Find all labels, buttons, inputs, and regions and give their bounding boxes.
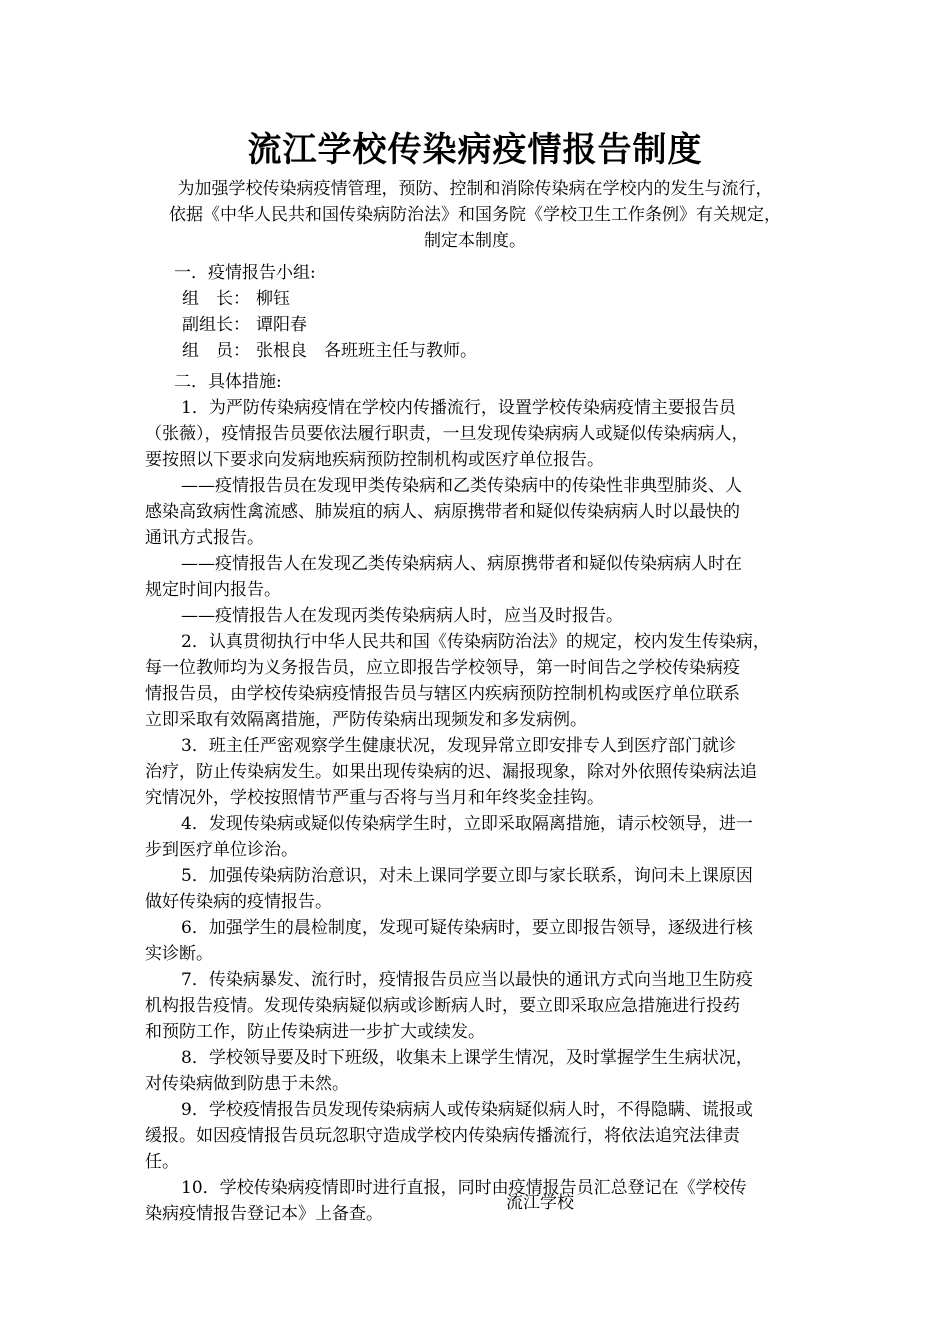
member-role: 组 长： [182,289,250,309]
measure-paragraph [145,1045,815,1097]
intro-line: 依据《中华人民共和国传染病防治法》和国务院《学校卫生工作条例》有关规定， [169,205,781,225]
member-role: 副组长： [182,315,250,335]
member-name: 柳钰 [256,289,290,309]
paragraph-line: 8．学校领导要及时下班级，收集未上课学生情况，及时掌握学生生病状况， [181,1048,753,1068]
measures-body [145,395,815,1227]
paragraph-line: ——疫情报告人在发现丙类传染病病人时，应当及时报告。 [181,606,623,626]
paragraph-line: 6．加强学生的晨检制度，发现可疑传染病时，要立即报告领导，逐级进行核 [181,918,753,938]
paragraph-line: 7．传染病暴发、流行时，疫情报告员应当以最快的通讯方式向当地卫生防疫 [181,970,753,990]
measure-paragraph [145,1175,815,1227]
paragraph-line: 和预防工作，防止传染病进一步扩大或续发。 [145,1022,485,1042]
paragraph-line: 究情况外，学校按照情节严重与否将与当月和年终奖金挂钩。 [145,788,604,808]
measure-paragraph [145,603,815,629]
document-title: 流江学校传染病疫情报告制度 [247,130,703,170]
paragraph-line: 5．加强传染病防治意识，对未上课同学要立即与家长联系，询问未上课原因 [181,866,753,886]
measure-paragraph [145,863,815,915]
intro-line: 为加强学校传染病疫情管理，预防、控制和消除传染病在学校内的发生与流行， [177,179,773,199]
paragraph-line: 缓报。如因疫情报告员玩忽职守造成学校内传染病传播流行，将依法追究法律责 [145,1126,740,1146]
paragraph-line: 每一位教师均为义务报告员，应立即报告学校领导，第一时间告之学校传染病疫 [145,658,740,678]
signature: 流江学校 [506,1193,574,1213]
section-report-group [145,260,815,364]
paragraph-line: ——疫情报告员在发现甲类传染病和乙类传染病中的传染性非典型肺炎、人 [181,476,742,496]
measure-paragraph [145,629,815,733]
paragraph-line: 9．学校疫情报告员发现传染病病人或传染病疑似病人时，不得隐瞒、谎报或 [181,1100,753,1120]
paragraph-line: 机构报告疫情。发现传染病疑似病或诊断病人时，要立即采取应急措施进行投药 [145,996,740,1016]
paragraph-line: 3．班主任严密观察学生健康状况，发现异常立即安排专人到医疗部门就诊 [181,736,736,756]
member-role: 组 员： [182,341,250,361]
paragraph-line: 要按照以下要求向发病地疾病预防控制机构或医疗单位报告。 [145,450,604,470]
measure-paragraph [145,1097,815,1175]
measure-paragraph [145,967,815,1045]
measure-paragraph [145,811,815,863]
section-heading: 一．疫情报告小组: [174,263,316,283]
paragraph-line: ——疫情报告人在发现乙类传染病病人、病原携带者和疑似传染病病人时在 [181,554,742,574]
paragraph-line: （张薇），疫情报告员要依法履行职责，一旦发现传染病病人或疑似传染病病人， [145,424,749,444]
member-row-deputy [145,312,815,338]
member-name: 张根良 各班班主任与教师。 [256,341,477,361]
paragraph-line: 规定时间内报告。 [145,580,281,600]
paragraph-line: 步到医疗单位诊治。 [145,840,298,860]
member-name: 谭阳春 [256,315,307,335]
measure-paragraph [145,395,815,473]
intro-line: 制定本制度。 [424,231,526,251]
paragraph-line: 2．认真贯彻执行中华人民共和国《传染病防治法》的规定，校内发生传染病， [181,632,770,652]
paragraph-line: 做好传染病的疫情报告。 [145,892,332,912]
paragraph-line: 10．学校传染病疫情即时进行直报，同时由疫情报告员汇总登记在《学校传 [181,1178,747,1198]
member-row-members [145,338,815,364]
paragraph-line: 实诊断。 [145,944,213,964]
paragraph-line: 1．为严防传染病疫情在学校内传播流行，设置学校传染病疫情主要报告员 [181,398,736,418]
paragraph-line: 通讯方式报告。 [145,528,264,548]
member-row-leader [145,286,815,312]
paragraph-line: 任。 [145,1152,179,1172]
paragraph-line: 4．发现传染病或疑似传染病学生时，立即采取隔离措施，请示校领导，进一 [181,814,753,834]
section-heading: 二．具体措施: [174,372,282,392]
paragraph-line: 情报告员，由学校传染病疫情报告员与辖区内疾病预防控制机构或医疗单位联系 [145,684,740,704]
paragraph-line: 治疗，防止传染病发生。如果出现传染病的迟、漏报现象，除对外依照传染病法追 [145,762,757,782]
paragraph-line: 感染高致病性禽流感、肺炭疽的病人、病原携带者和疑似传染病病人时以最快的 [145,502,740,522]
measure-paragraph [145,733,815,811]
paragraph-line: 对传染病做到防患于未然。 [145,1074,349,1094]
paragraph-line: 立即采取有效隔离措施，严防传染病出现频发和多发病例。 [145,710,587,730]
section-measures [145,369,815,1227]
measure-paragraph [145,551,815,603]
paragraph-line: 染病疫情报告登记本》上备查。 [145,1204,383,1224]
measure-paragraph [145,915,815,967]
measure-paragraph [145,473,815,551]
intro-paragraph [128,176,822,254]
